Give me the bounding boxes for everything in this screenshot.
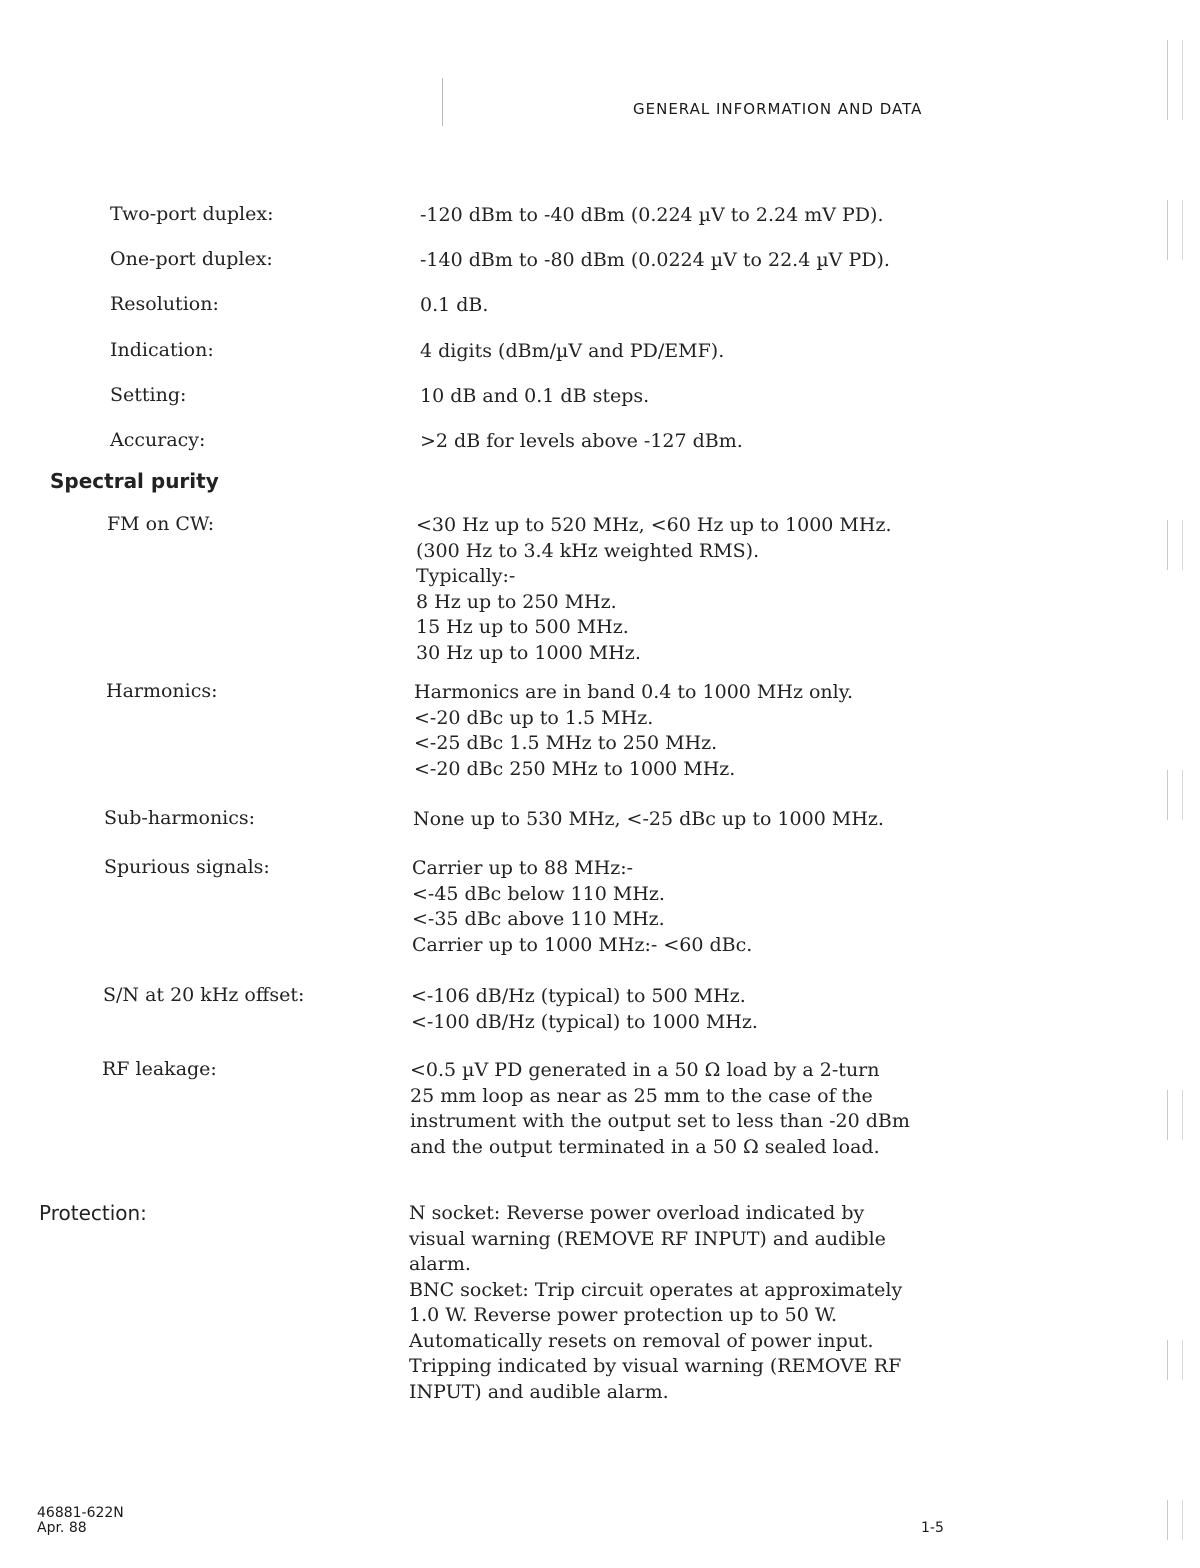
binder-edge — [1167, 770, 1183, 820]
page-number: 1-5 — [921, 1520, 944, 1536]
spec-value: 0.1 dB. — [420, 294, 489, 316]
binder-edge — [1167, 1090, 1183, 1140]
section-heading: Protection: — [39, 1201, 147, 1225]
spec-label: Accuracy: — [110, 429, 206, 451]
spec-value: Carrier up to 88 MHz:- <-45 dBc below 110 MHz. <-35 dBc above 110 MHz. Carrier up to 1000 MHz:- <60 dBc. — [412, 857, 753, 956]
spec-value: 10 dB and 0.1 dB steps. — [420, 385, 650, 407]
spec-value: N socket: Reverse power overload indicated by visual warning (REMOVE RF INPUT) and audible alarm. BNC socket: Trip circuit operates at approximately 1.0 W. Reverse power protection up to 50 W. Automatically resets on removal of power input. Tripping indicated by visual warning (REMOVE RF INPUT) and audible alarm. — [409, 1202, 903, 1403]
spec-label: Spurious signals: — [104, 856, 270, 878]
spec-value: -120 dBm to -40 dBm (0.224 µV to 2.24 mV PD). — [420, 204, 884, 226]
spec-value: <30 Hz up to 520 MHz, <60 Hz up to 1000 MHz. (300 Hz to 3.4 kHz weighted RMS). Typically:- 8 Hz up to 250 MHz. 15 Hz up to 500 MHz. 30 Hz up to 1000 MHz. — [416, 514, 892, 664]
doc-number: 46881-622N — [37, 1505, 124, 1521]
spec-label: Setting: — [110, 384, 187, 406]
spec-label: S/N at 20 kHz offset: — [103, 984, 305, 1006]
spec-value: <-106 dB/Hz (typical) to 500 MHz. <-100 dB/Hz (typical) to 1000 MHz. — [411, 985, 758, 1033]
spec-label: Harmonics: — [106, 680, 218, 702]
binder-edge — [1167, 1340, 1183, 1380]
spec-label: One-port duplex: — [110, 248, 273, 270]
binder-edge — [1167, 520, 1183, 570]
page-header: GENERAL INFORMATION AND DATA — [633, 100, 923, 118]
spec-value: <0.5 µV PD generated in a 50 Ω load by a 2-turn 25 mm loop as near as 25 mm to the case of the instrument with the output set to less than -20 dBm and the output terminated in a 50 Ω sealed load. — [410, 1059, 910, 1158]
binder-edge — [1167, 1500, 1183, 1540]
spec-label: FM on CW: — [107, 513, 215, 535]
spec-label: Resolution: — [110, 293, 219, 315]
doc-date: Apr. 88 — [37, 1520, 87, 1536]
spec-value: >2 dB for levels above -127 dBm. — [420, 430, 743, 452]
spec-label: Indication: — [110, 339, 214, 361]
spec-value: Harmonics are in band 0.4 to 1000 MHz only. <-20 dBc up to 1.5 MHz. <-25 dBc 1.5 MHz to 250 MHz. <-20 dBc 250 MHz to 1000 MHz. — [414, 681, 853, 780]
section-heading: Spectral purity — [50, 469, 219, 493]
spec-label: Sub-harmonics: — [104, 807, 256, 829]
scan-mark — [442, 78, 443, 126]
spec-value: 4 digits (dBm/µV and PD/EMF). — [420, 340, 725, 362]
spec-label: RF leakage: — [102, 1058, 217, 1080]
spec-value: None up to 530 MHz, <-25 dBc up to 1000 MHz. — [413, 808, 884, 830]
doc-info — [37, 1506, 124, 1536]
spec-label: Two-port duplex: — [110, 203, 274, 225]
binder-edge — [1167, 200, 1183, 260]
spec-value: -140 dBm to -80 dBm (0.0224 µV to 22.4 µV PD). — [420, 249, 890, 271]
binder-edge — [1167, 40, 1183, 120]
